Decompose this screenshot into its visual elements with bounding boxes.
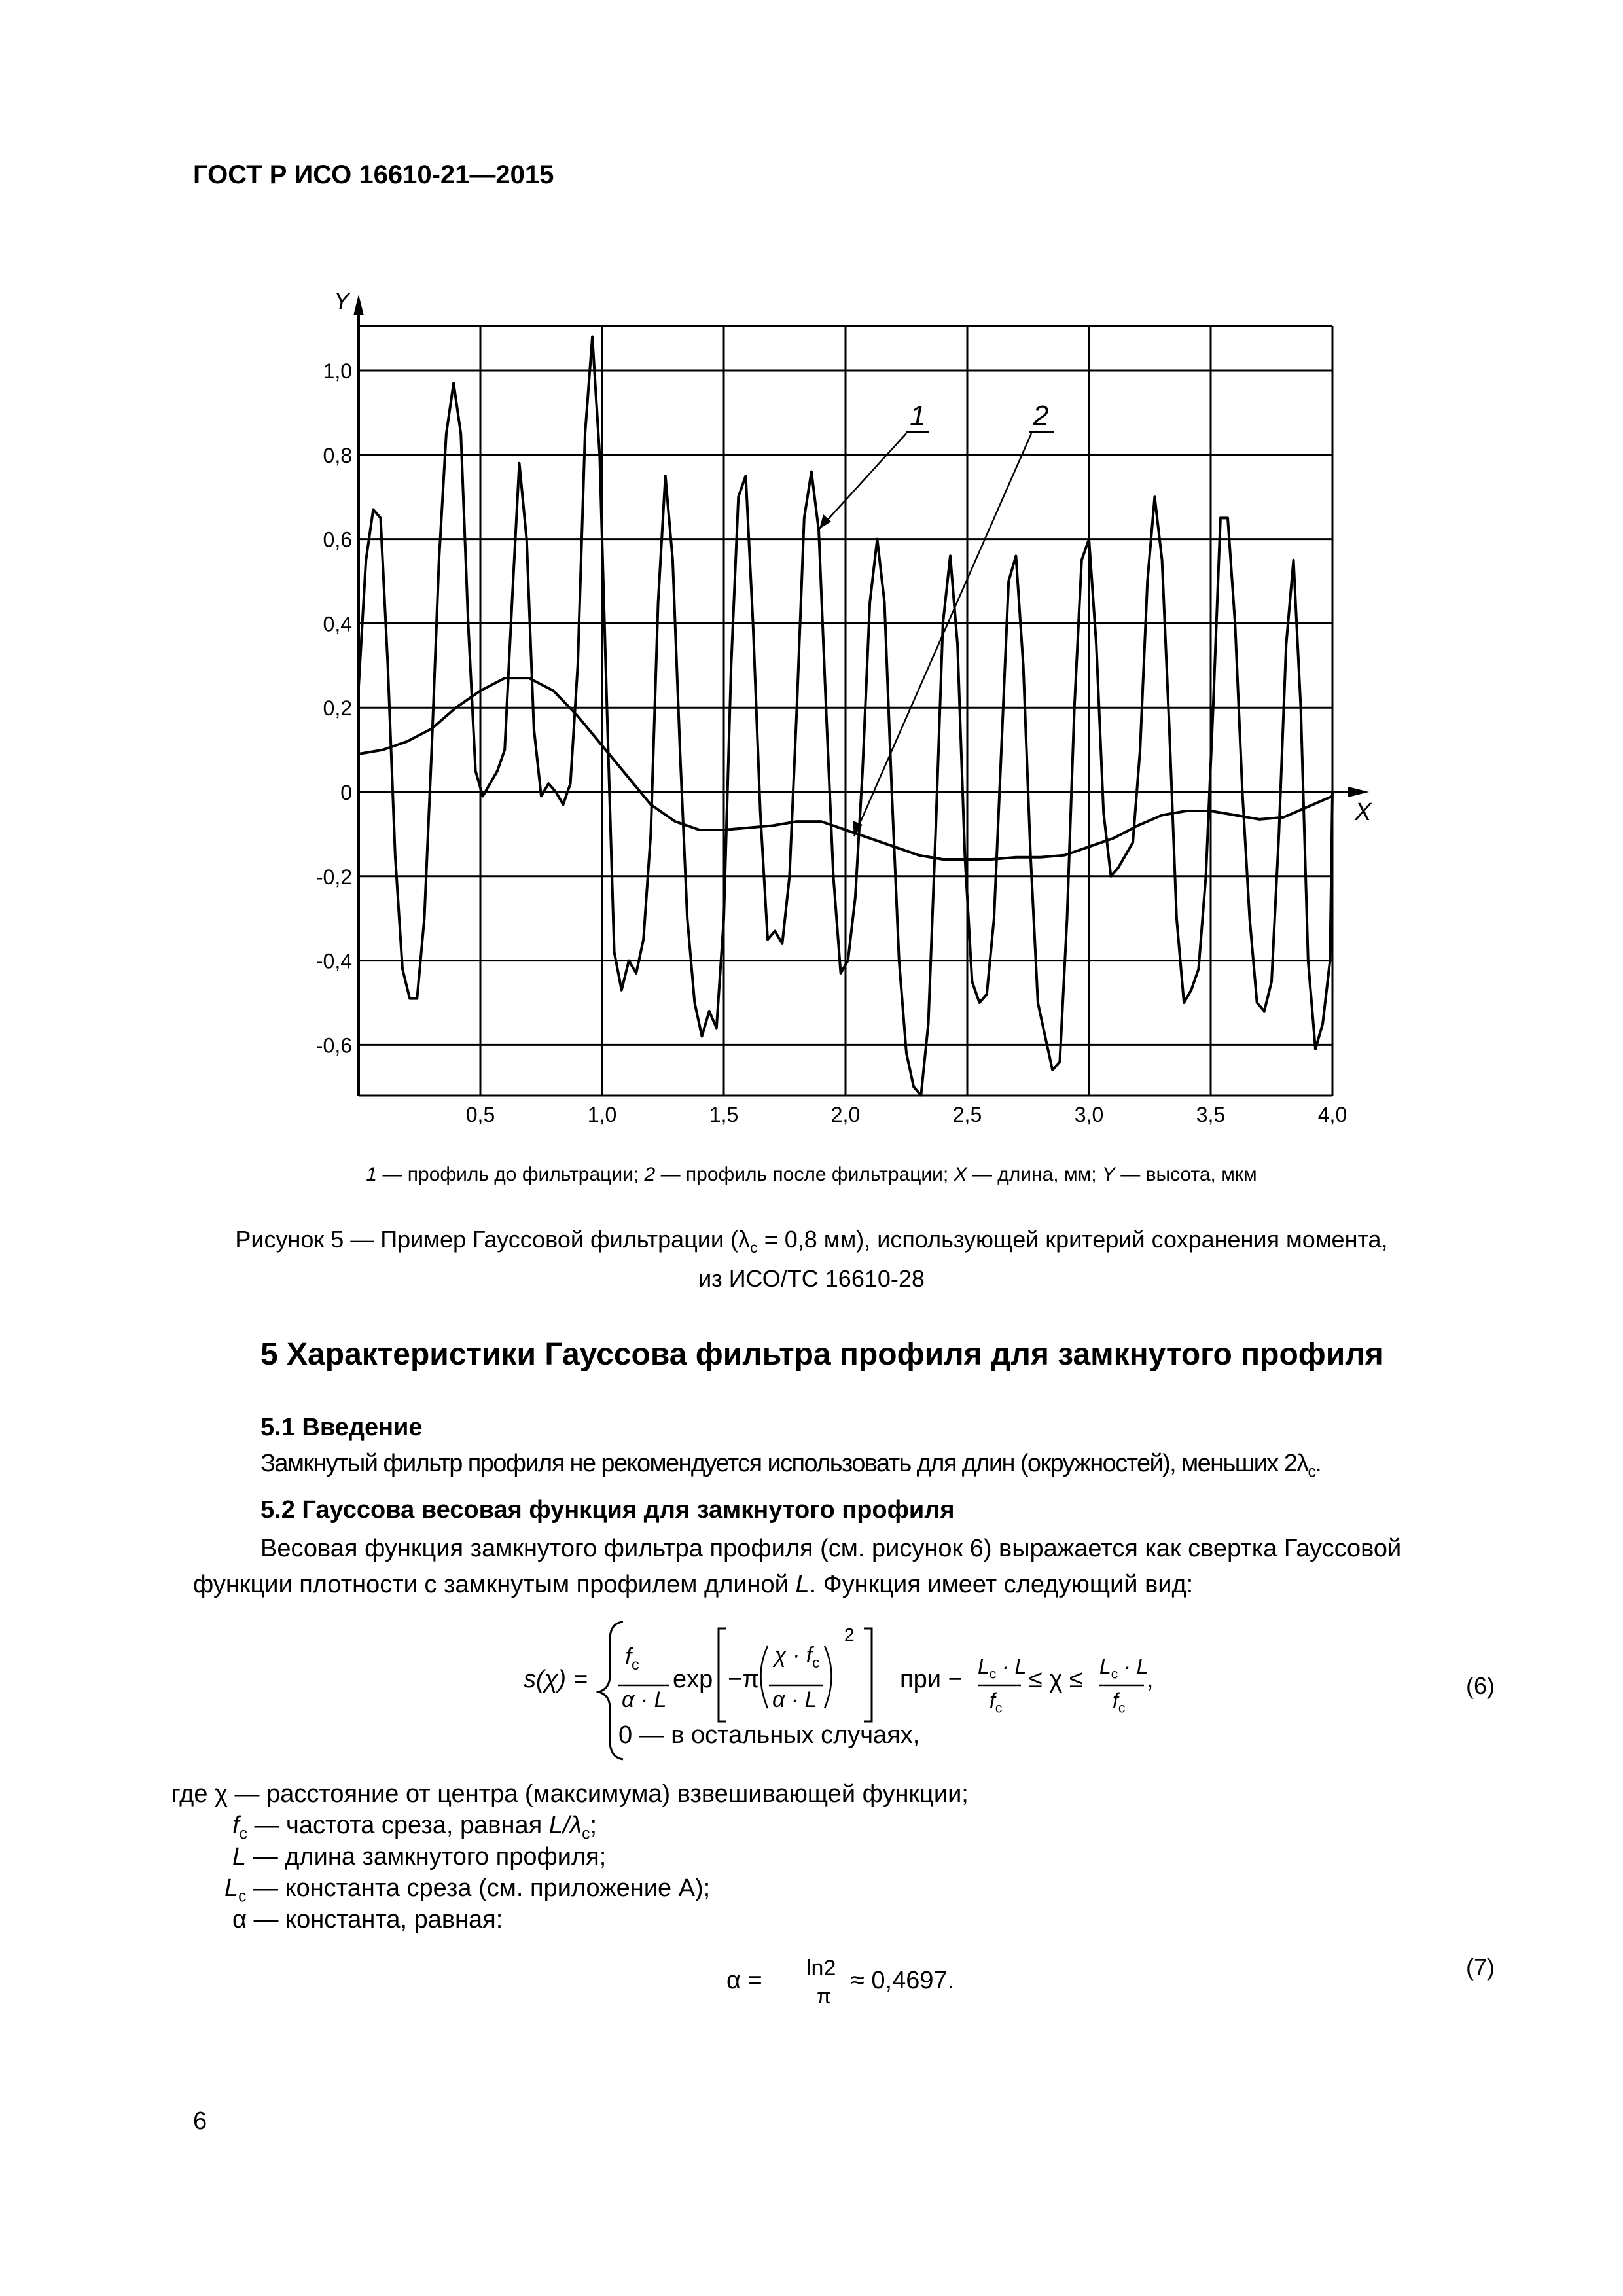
caption-sub: c	[750, 1239, 758, 1257]
x-tick-label: 4,0	[1317, 1103, 1347, 1126]
eq6-zero-case: 0 — в остальных случаях,	[618, 1721, 920, 1749]
y-tick-label: 0,2	[323, 696, 352, 721]
section-5-2-heading: 5.2 Гауссова весовая функция для замкнутого профиля	[260, 1496, 955, 1524]
x-tick-label: 3,5	[1196, 1103, 1226, 1126]
eq7-number: (7)	[1466, 1954, 1495, 1981]
eq7-den: π	[817, 1984, 832, 2008]
y-axis-name: Y	[334, 287, 350, 314]
eq6-lc-l-2: $L_c \cdot L$	[1099, 1655, 1149, 1682]
x-tick-label: 2,0	[830, 1103, 861, 1126]
x-tick-label: 3,0	[1074, 1103, 1104, 1126]
eq6-number: (6)	[1466, 1672, 1495, 1699]
legend-text-1: — профиль до фильтрации;	[377, 1164, 645, 1185]
eq6-fc-1: $f_c$	[990, 1689, 1003, 1716]
page-number: 6	[193, 2108, 207, 2135]
legend-x: X	[954, 1164, 967, 1185]
caption-post: = 0,8 мм), использующей критерий сохранения момента,	[757, 1226, 1388, 1253]
section-5-1-heading: 5.1 Введение	[260, 1414, 423, 1441]
eq6-lc-l-1: $L_c \cdot L$	[978, 1655, 1027, 1682]
y-tick-label: 1,0	[323, 359, 352, 383]
where-alpha: α — константа, равная:	[232, 1906, 503, 1933]
where-fc: $f_c$ — частота среза, равная $L/\lambda_c$;	[232, 1812, 597, 1843]
document-header: ГОСТ Р ИСО 16610-21—2015	[193, 160, 554, 189]
section-5-title: 5 Характеристики Гауссова фильтра профиля для замкнутого профиля	[260, 1337, 1383, 1372]
legend-text-x: — длина, мм;	[967, 1164, 1102, 1185]
eq6-fc-den: α · L	[622, 1687, 667, 1712]
s51-end: .	[1315, 1450, 1321, 1477]
s51-sub: c	[1308, 1463, 1315, 1481]
y-tick-label: -0,2	[315, 865, 352, 889]
x-tick-label: 2,5	[952, 1103, 982, 1126]
eq6-exp: exp	[673, 1666, 713, 1693]
eq6-lhs: s(χ) =	[524, 1666, 588, 1693]
caption-line2: из ИСО/ТС 16610-28	[698, 1265, 925, 1293]
x-tick-label: 1,0	[587, 1103, 617, 1126]
section-5-2-line1: Весовая функция замкнутого фильтра профиля (см. рисунок 6) выражается как свертка Гауссовой	[260, 1535, 1402, 1562]
callout-label-1: 1	[910, 400, 926, 432]
y-tick-label: 0	[340, 781, 352, 804]
eq6-fc-2: $f_c$	[1113, 1689, 1126, 1716]
s52-line2a: функции плотности с замкнутым профилем длиной	[193, 1571, 796, 1598]
legend-text-2: — профиль после фильтрации;	[655, 1164, 954, 1185]
legend-y: Y	[1101, 1164, 1115, 1185]
eq6-fc-num: $f_c$	[625, 1643, 639, 1674]
y-tick-label: -0,4	[315, 949, 352, 973]
x-tick-label: 1,5	[709, 1103, 739, 1126]
eq6-pri: при −	[900, 1666, 963, 1693]
legend-num-1: 1	[366, 1164, 378, 1185]
eq6-square: 2	[844, 1624, 855, 1645]
y-tick-label: 0,6	[323, 528, 352, 552]
s52-line2b: . Функция имеет следующий вид:	[809, 1571, 1194, 1598]
legend-text-y: — высота, мкм	[1115, 1164, 1257, 1185]
where-chi: где χ — расстояние от центра (максимума) взвешивающей функции;	[171, 1780, 969, 1808]
s51-text: Замкнутый фильтр профиля не рекомендуется использовать для длин (окружностей), меньших 2λ	[260, 1450, 1308, 1477]
eq7-lhs: α =	[726, 1967, 762, 1994]
eq7-rhs: ≈ 0,4697.	[851, 1967, 955, 1994]
x-tick-label: 0,5	[465, 1103, 495, 1126]
callout-label-2: 2	[1033, 400, 1049, 432]
eq6-minus-pi: −π	[728, 1666, 760, 1693]
where-Lc: $L_c$ — константа среза (см. приложение А);	[224, 1874, 711, 1906]
eq7-num: ln2	[806, 1956, 836, 1981]
eq6-comma: ,	[1147, 1666, 1154, 1693]
eq6-alpha-L: α · L	[772, 1687, 817, 1712]
x-axis-name: X	[1355, 798, 1372, 826]
eq6-le-chi-le: ≤ χ ≤	[1029, 1666, 1083, 1693]
eq6-chi-f: $\chi \cdot f_c$	[774, 1643, 820, 1671]
s52-L: L	[795, 1571, 810, 1598]
y-tick-label: 0,8	[323, 443, 352, 467]
where-L: L — длина замкнутого профиля;	[232, 1843, 607, 1871]
legend-num-2: 2	[644, 1164, 656, 1185]
caption-pre: Рисунок 5 — Пример Гауссовой фильтрации (λ	[235, 1226, 751, 1253]
y-tick-label: -0,6	[315, 1033, 352, 1058]
y-tick-label: 0,4	[323, 612, 352, 636]
